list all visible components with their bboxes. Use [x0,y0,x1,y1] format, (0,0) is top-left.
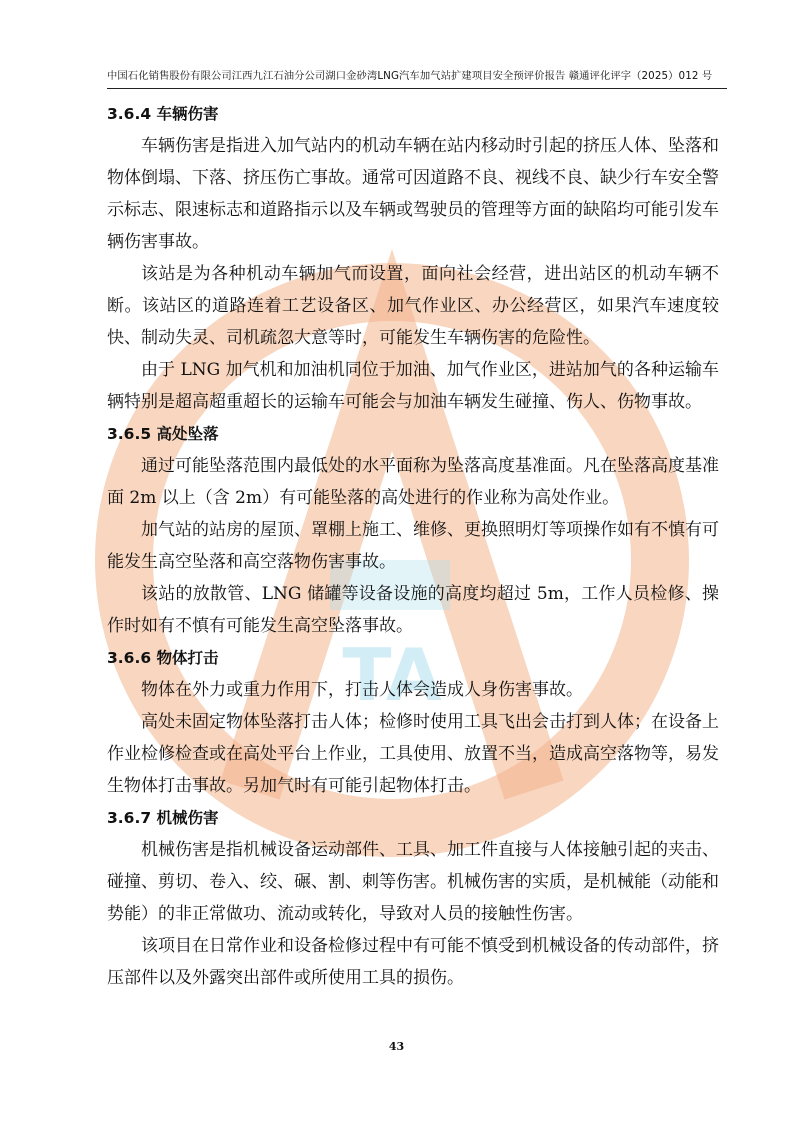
header-title: 中国石化销售股份有限公司江西九江石油分公司湖口金砂湾LNG汽车加气站扩建项目安全预评价报告 赣通评化评字（2025）012 号 [107,70,713,82]
paragraph: 高处未固定物体坠落打击人体；检修时使用工具飞出会击打到人体；在设备上作业检修检查或在高处平台上作业，工具使用、放置不当，造成高空落物等，易发生物体打击事故。另加气时有可能引起物体打击。 [107,712,719,796]
page-number: 43 [388,1040,405,1053]
main-content [107,98,719,994]
section-vehicle-injury [107,98,719,418]
paragraph: 该站的放散管、LNG 储罐等设备设施的高度均超过 5m，工作人员检修、操作时如有不慎有可能发生高空坠落事故。 [107,584,719,636]
page-header [107,66,727,89]
paragraph: 由于 LNG 加气机和加油机同位于加油、加气作业区，进站加气的各种运输车辆特别是超高超重超长的运输车可能会与加油车辆发生碰撞、伤人、伤物事故。 [107,360,719,412]
paragraph: 车辆伤害是指进入加气站内的机动车辆在站内移动时引起的挤压人体、坠落和物体倒塌、下落、挤压伤亡事故。通常可因道路不良、视线不良、缺少行车安全警示标志、限速标志和道路指示以及车辆或驾驶员的管理等方面的缺陷均可能引发车辆伤害事故。 [107,136,719,252]
section-mechanical-injury [107,802,719,994]
paragraph: 物体在外力或重力作用下，打击人体会造成人身伤害事故。 [141,680,583,700]
section-heading: 3.6.5 高处坠落 [107,425,219,443]
paragraph: 通过可能坠落范围内最低处的水平面称为坠落高度基准面。凡在坠落高度基准面 2m 以上（含 2m）有可能坠落的高处进行的作业称为高处作业。 [107,456,719,508]
paragraph: 该站是为各种机动车辆加气而设置，面向社会经营，进出站区的机动车辆不断。该站区的道路连着工艺设备区、加气作业区、办公经营区，如果汽车速度较快、制动失灵、司机疏忽大意等时，可能发生车辆伤害的危险性。 [107,264,719,348]
section-object-strike [107,642,719,802]
section-fall-from-height [107,418,719,642]
paragraph: 该项目在日常作业和设备检修过程中有可能不慎受到机械设备的传动部件，挤压部件以及外露突出部件或所使用工具的损伤。 [107,936,719,988]
section-heading: 3.6.7 机械伤害 [107,809,219,827]
svg-text:TA: TA [342,633,442,717]
section-heading: 3.6.4 车辆伤害 [107,105,219,123]
section-heading: 3.6.6 物体打击 [107,649,219,667]
paragraph: 机械伤害是指机械设备运动部件、工具、加工件直接与人体接触引起的夹击、碰撞、剪切、卷入、绞、碾、割、刺等伤害。机械伤害的实质，是机械能（动能和势能）的非正常做功、流动或转化，导致对人员的接触性伤害。 [107,840,719,924]
paragraph: 加气站的站房的屋顶、罩棚上施工、维修、更换照明灯等项操作如有不慎有可能发生高空坠落和高空落物伤害事故。 [107,520,719,572]
